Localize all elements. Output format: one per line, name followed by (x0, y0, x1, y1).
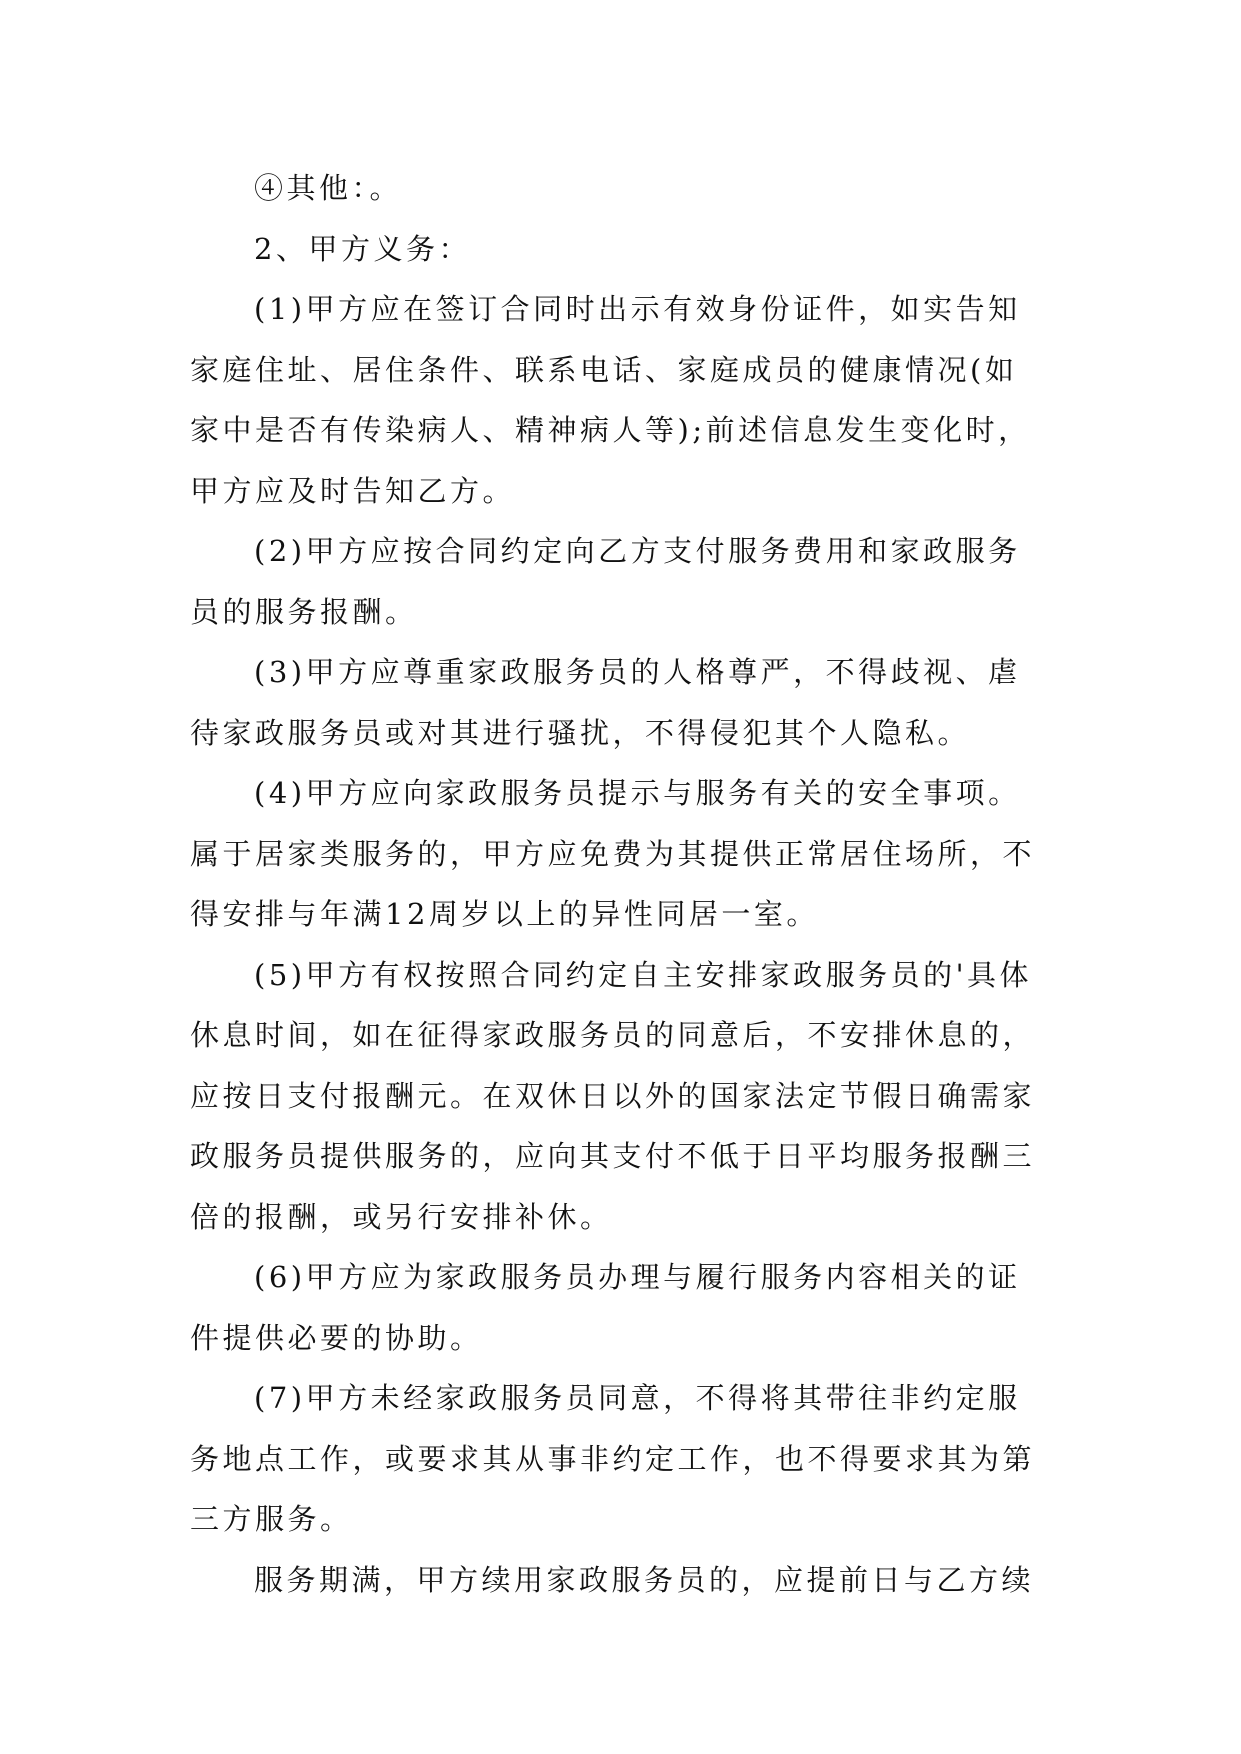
text-line: 服务期满，甲方续用家政服务员的，应提前日与乙方续 (254, 1562, 1035, 1597)
text-line: 属于居家类服务的，甲方应免费为其提供正常居住场所，不 (190, 836, 1036, 871)
text-line: (5)甲方有权按照合同约定自主安排家政服务员的'具体 (254, 957, 1033, 992)
text-line: (4)甲方应向家政服务员提示与服务有关的安全事项。 (254, 776, 1021, 810)
text-line: 三方服务。 (190, 1502, 353, 1536)
text-line: 休息时间，如在征得家政服务员的同意后，不安排休息的， (190, 1018, 1036, 1052)
document-body (190, 158, 1052, 1610)
text-line: (3)甲方应尊重家政服务员的人格尊严，不得歧视、虐 (254, 655, 1021, 689)
text-line: 得安排与年满12周岁以上的异性同居一室。 (190, 897, 819, 931)
text-line: 员的服务报酬。 (190, 594, 418, 629)
text-line: (1)甲方应在签订合同时出示有效身份证件，如实告知 (254, 292, 1021, 326)
text-line: ④其他：。 (254, 171, 403, 205)
text-line: 待家政服务员或对其进行骚扰，不得侵犯其个人隐私。 (190, 715, 971, 750)
text-line: 政服务员提供服务的，应向其支付不低于日平均服务报酬三 (190, 1139, 1036, 1173)
text-line: 件提供必要的协助。 (190, 1320, 483, 1355)
text-line: (7)甲方未经家政服务员同意，不得将其带往非约定服 (254, 1381, 1021, 1415)
section-heading: 2、甲方义务： (254, 231, 471, 266)
text-line: 甲方应及时告知乙方。 (190, 473, 516, 508)
text-line: 家庭住址、居住条件、联系电话、家庭成员的健康情况(如 (190, 352, 1018, 387)
text-line: 家中是否有传染病人、精神病人等);前述信息发生变化时， (190, 413, 1031, 447)
text-line: (6)甲方应为家政服务员办理与履行服务内容相关的证 (254, 1260, 1021, 1294)
text-line: 应按日支付报酬元。在双休日以外的国家法定节假日确需家 (190, 1078, 1036, 1113)
text-line: 务地点工作，或要求其从事非约定工作，也不得要求其为第 (190, 1441, 1036, 1476)
text-line: (2)甲方应按合同约定向乙方支付服务费用和家政服务 (254, 534, 1021, 568)
text-line: 倍的报酬，或另行安排补休。 (190, 1199, 613, 1234)
